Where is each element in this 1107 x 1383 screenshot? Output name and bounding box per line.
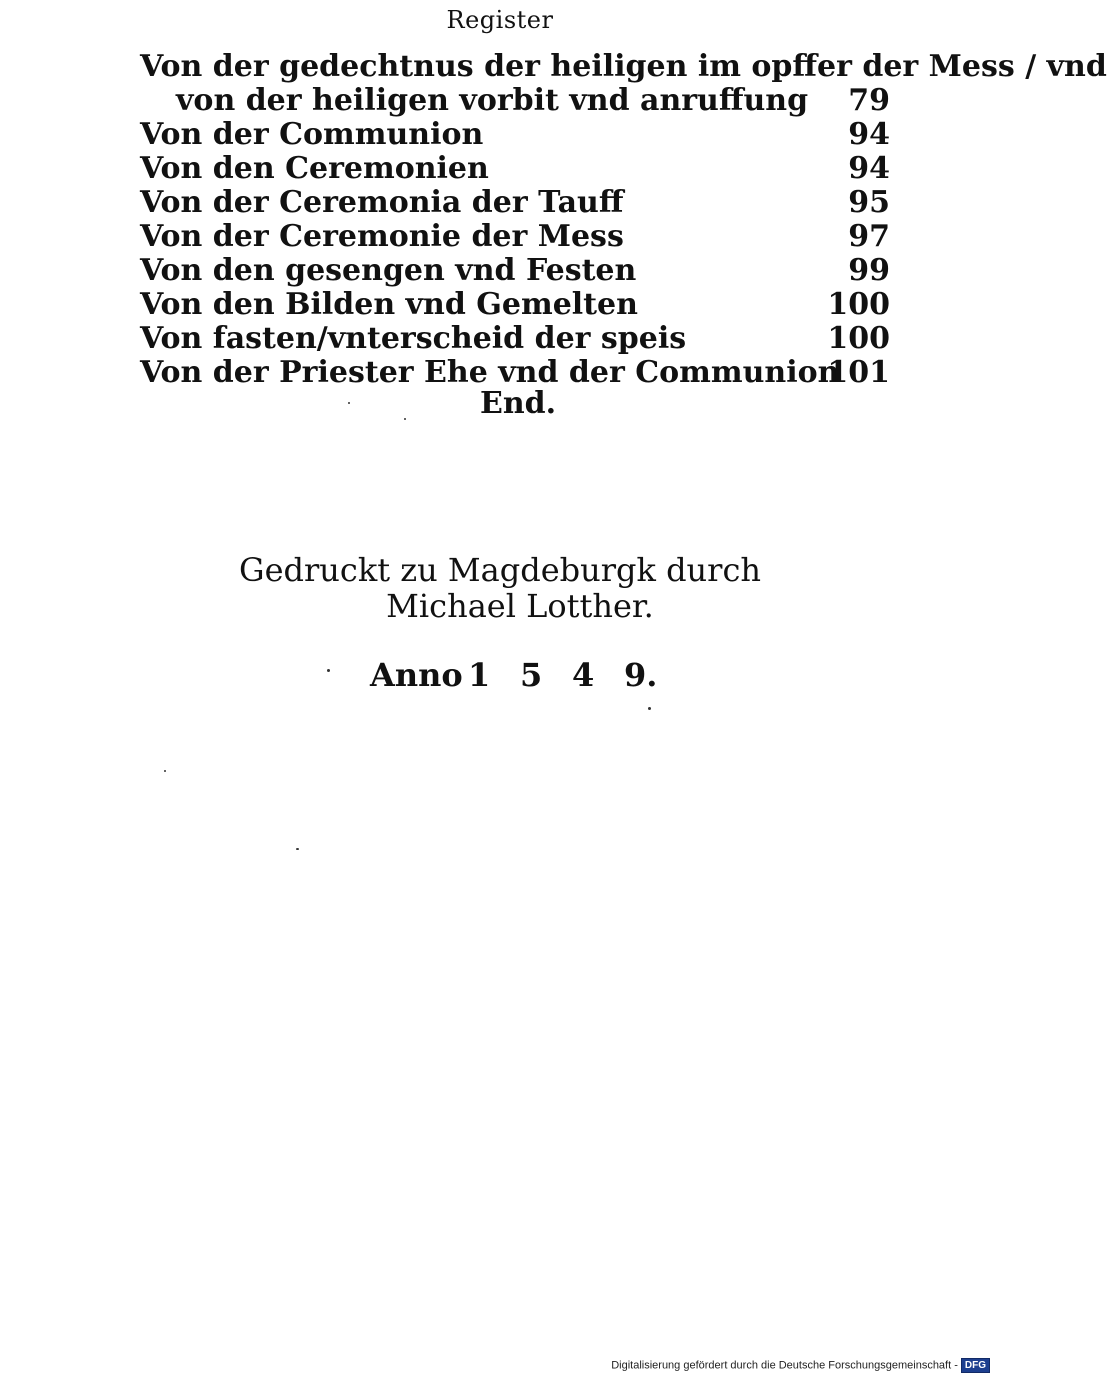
register-entry [140, 49, 1107, 84]
register-entry [140, 254, 890, 288]
entry-title: Von der Ceremonia der Tauff [140, 185, 624, 220]
running-head: Register [446, 6, 554, 34]
paper-speck [404, 418, 406, 420]
year-digit: 1 [468, 656, 491, 694]
colophon-printer-line: Gedruckt zu Magdeburgk durch [239, 551, 761, 589]
entry-title: Von der Ceremonie der Mess [140, 219, 624, 254]
entry-title: Von der Priester Ehe vnd der Communion [140, 355, 840, 390]
colophon [0, 552, 1000, 624]
year-label: Anno [370, 656, 463, 694]
dfg-logo-icon: DFG [961, 1358, 990, 1373]
entry-page-number: 101 [827, 355, 890, 390]
register-entry [140, 288, 890, 322]
imprint-year [370, 656, 676, 694]
year-digit: 4 [572, 656, 595, 694]
entry-title: Von fasten/vnterscheid der speis [140, 321, 687, 356]
paper-speck [327, 669, 330, 672]
year-digit: 5 [520, 656, 543, 694]
register-entry [140, 220, 890, 254]
entry-title: Von den Bilden vnd Gemelten [140, 287, 638, 322]
footer-credit-text: Digitalisierung gefördert durch die Deutsche Forschungsgemeinschaft - [611, 1359, 958, 1372]
entry-title: Von den gesengen vnd Festen [140, 253, 637, 288]
register-entry [140, 118, 890, 152]
end-mark: End. [480, 386, 557, 421]
paper-speck [164, 770, 166, 772]
colophon-printer-name: Michael Lotther. [386, 587, 654, 625]
register-entry [140, 186, 890, 220]
paper-speck [648, 707, 651, 710]
entry-page-number: 100 [827, 287, 890, 322]
register-list [140, 49, 1107, 390]
entry-title: von der heiligen vorbit vnd anruffung [176, 83, 809, 118]
entry-page-number: 79 [848, 83, 890, 118]
entry-page-number: 95 [848, 185, 890, 220]
entry-title: Von der Communion [140, 117, 484, 152]
entry-title: Von der gedechtnus der heiligen im opffer der Mess / vnd [140, 49, 1107, 84]
paper-speck [296, 848, 299, 850]
entry-page-number: 94 [848, 117, 890, 152]
year-digit: 9. [624, 656, 658, 694]
entry-page-number: 99 [848, 253, 890, 288]
register-entry [140, 322, 890, 356]
entry-page-number: 97 [848, 219, 890, 254]
register-entry [140, 356, 890, 390]
entry-title: Von den Ceremonien [140, 151, 489, 186]
register-entry [140, 152, 890, 186]
entry-page-number: 94 [848, 151, 890, 186]
register-entry [140, 84, 890, 118]
paper-speck [348, 402, 350, 404]
digitization-footer [611, 1358, 990, 1373]
entry-page-number: 100 [827, 321, 890, 356]
